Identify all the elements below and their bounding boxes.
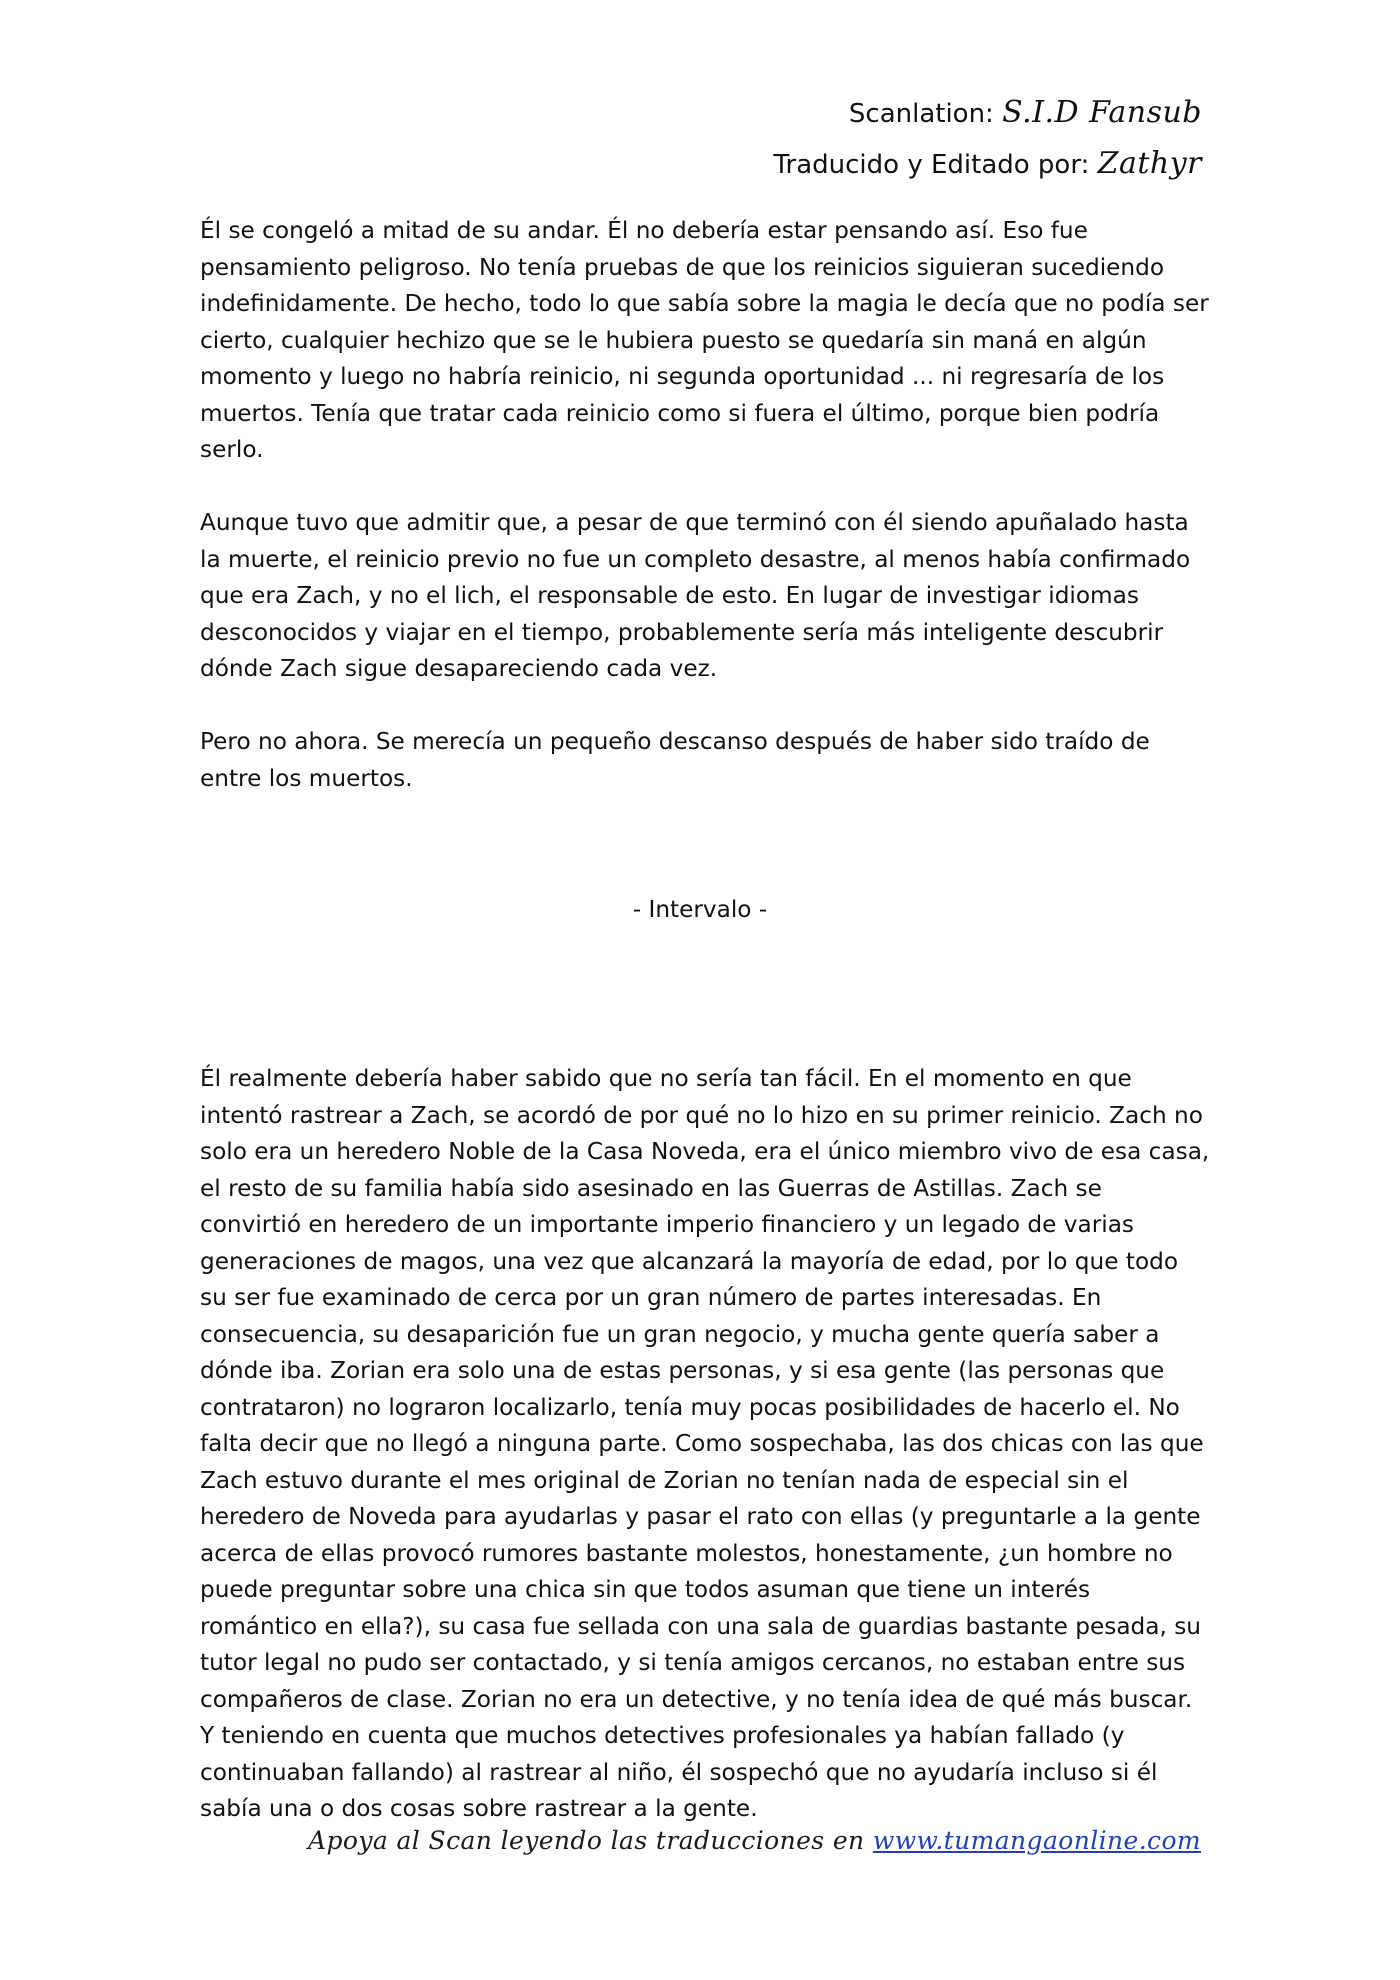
translator-name: Zathyr (1097, 146, 1202, 181)
paragraph: Aunque tuvo que admitir que, a pesar de que terminó con él siendo apuñalado hasta la muerte, el reinicio previo no fue un completo desastre, al menos había confirmado que era Zach, y no el lich, el responsable de esto. En lugar de investigar idiomas desconocidos y viajar en el tiempo, probablemente sería más inteligente descubrir dónde Zach sigue desapareciendo cada vez. (200, 509, 1191, 682)
scanlation-label: Scanlation: (848, 99, 994, 129)
scanlation-group: S.I.D Fansub (1002, 95, 1202, 130)
translator-line (502, 139, 1202, 190)
footer-promo (308, 1826, 1201, 1855)
paragraph: Él realmente debería haber sabido que no sería tan fácil. En el momento en que intentó rastrear a Zach, se acordó de por qué no lo hizo en su primer reinicio. Zach no solo era un heredero Noble de la Casa Noveda, era el único miembro vivo de esa casa, el resto de su familia había sido asesinado en las Guerras de Astillas. Zach se convirtió en heredero de un importante imperio financiero y un legado de varias generaciones de magos, una vez que alcanzará la mayoría de edad, por lo que todo su ser fue examinado de cerca por un gran número de partes interesadas. En consecuencia, su desaparición fue un gran negocio, y mucha gente quería saber a dónde iba. Zorian era solo una de estas personas, y si esa gente (las personas que contrataron) no lograron localizarlo, tenía muy pocas posibilidades de hacerlo el. No falta decir que no llegó a ninguna parte. Como sospechaba, las dos chicas con las que Zach estuvo durante el mes original de Zorian no tenían nada de especial sin el heredero de Noveda para ayudarlas y pasar el rato con ellas (y preguntarle a la gente acerca de ellas provocó rumores bastante molestos, honestamente, ¿un hombre no puede preguntar sobre una chica sin que todos asuman que tiene un interés romántico en ella?), su casa fue sellada con una sala de guardias bastante pesada, su tutor legal no pudo ser contactado, y si tenía amigos cercanos, no estaban entre sus compañeros de clase. Zorian no era un detective, y no tenía idea de qué más buscar. Y teniendo en cuenta que muchos detectives profesionales ya habían fallado (y continuaban fallando) al rastrear al niño, él sospechó que no ayudaría incluso si él sabía una o dos cosas sobre rastrear a la gente. (200, 1065, 1210, 1822)
footer-text: Apoya al Scan leyendo las traducciones en (308, 1826, 865, 1855)
body-text-part2 (200, 1061, 1210, 1828)
section-break: - Intervalo - (632, 896, 768, 923)
scanlation-line (502, 88, 1202, 139)
footer-link[interactable]: www.tumangaonline.com (872, 1826, 1201, 1855)
translator-label: Traducido y Editado por: (773, 150, 1090, 180)
body-text-part1 (200, 213, 1210, 797)
credits-header (502, 88, 1202, 190)
paragraph: Pero no ahora. Se merecía un pequeño descanso después de haber sido traído de entre los muertos. (200, 728, 1150, 792)
paragraph: Él se congeló a mitad de su andar. Él no debería estar pensando así. Eso fue pensamiento peligroso. No tenía pruebas de que los reinicios siguieran sucediendo indefinidamente. De hecho, todo lo que sabía sobre la magia le decía que no podía ser cierto, cualquier hechizo que se le hubiera puesto se quedaría sin maná en algún momento y luego no habría reinicio, ni segunda oportunidad ... ni regresaría de los muertos. Tenía que tratar cada reinicio como si fuera el último, porque bien podría serlo. (200, 217, 1209, 463)
